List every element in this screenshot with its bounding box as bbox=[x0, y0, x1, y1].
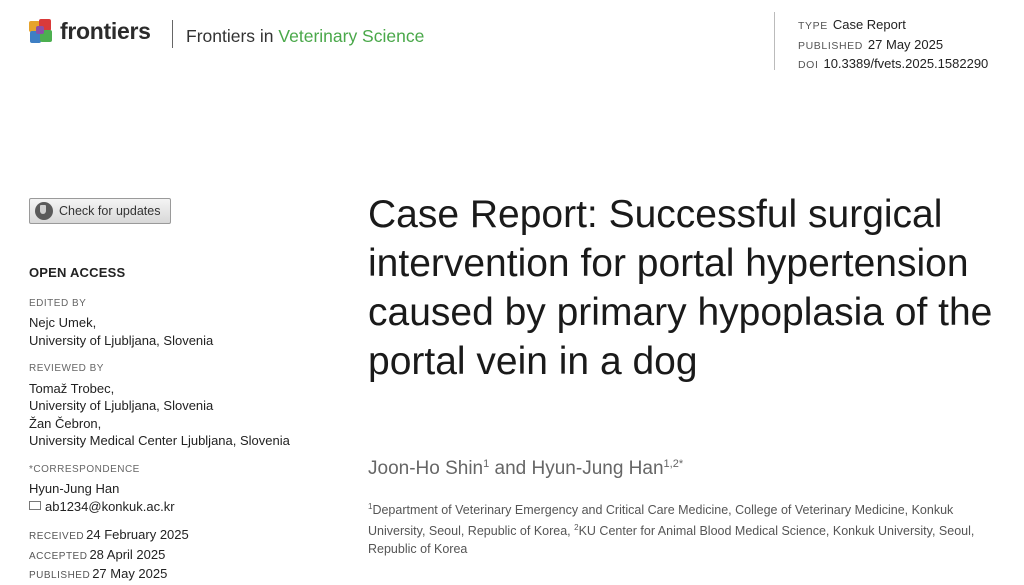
author-affiliation-marker: 1 bbox=[483, 458, 490, 470]
frontiers-logo-mark-icon bbox=[29, 19, 55, 45]
dates-block bbox=[29, 526, 339, 585]
correspondence-heading: *CORRESPONDENCE bbox=[29, 463, 140, 475]
author-name[interactable]: Hyun-Jung Han bbox=[531, 458, 664, 479]
journal-name: Veterinary Science bbox=[278, 26, 425, 46]
journal-prefix: Frontiers in bbox=[186, 26, 274, 46]
edited-by-block bbox=[29, 295, 339, 350]
meta-type: TYPE Case Report bbox=[798, 17, 906, 32]
reviewed-by-heading: REVIEWED BY bbox=[29, 363, 104, 374]
reviewer-affiliation: University of Ljubljana, Slovenia bbox=[29, 398, 214, 413]
article-sidebar bbox=[29, 264, 339, 585]
journal-title[interactable] bbox=[186, 26, 424, 47]
affiliations bbox=[368, 498, 993, 558]
date-published: PUBLISHED 27 May 2025 bbox=[29, 566, 168, 581]
article-meta bbox=[798, 16, 988, 75]
reviewed-by-block bbox=[29, 360, 339, 450]
affiliation-marker: 2 bbox=[574, 523, 579, 533]
date-received: RECEIVED 24 February 2025 bbox=[29, 527, 189, 542]
reviewer-affiliation: University Medical Center Ljubljana, Slovenia bbox=[29, 433, 290, 448]
editor-name: Nejc Umek, bbox=[29, 315, 97, 330]
correspondence-block bbox=[29, 461, 339, 516]
editor-affiliation: University of Ljubljana, Slovenia bbox=[29, 332, 214, 348]
correspondent-email-link[interactable]: ab1234@konkuk.ac.kr bbox=[45, 498, 175, 514]
author-list bbox=[368, 458, 683, 480]
meta-doi[interactable]: DOI 10.3389/fvets.2025.1582290 bbox=[798, 56, 989, 71]
meta-divider bbox=[774, 12, 775, 70]
affiliation-text: KU Center for Animal Blood Medical Science, Konkuk University, Seoul, Republic of Korea bbox=[368, 524, 975, 557]
doi-link[interactable]: 10.3389/fvets.2025.1582290 bbox=[823, 56, 989, 71]
correspondent-name: Hyun-Jung Han bbox=[29, 481, 120, 496]
check-for-updates-label: Check for updates bbox=[59, 204, 161, 218]
reviewer-name: Žan Čebron, bbox=[29, 415, 102, 431]
header-divider bbox=[172, 20, 173, 48]
author-affiliation-marker: 1,2* bbox=[663, 458, 684, 470]
check-for-updates-button[interactable] bbox=[29, 198, 171, 224]
edited-by-heading: EDITED BY bbox=[29, 297, 87, 309]
reviewer-name: Tomaž Trobec, bbox=[29, 380, 115, 396]
envelope-icon bbox=[29, 501, 41, 510]
affiliation-marker: 1 bbox=[368, 502, 373, 511]
author-separator: and bbox=[489, 458, 532, 479]
open-access-label: OPEN ACCESS bbox=[29, 265, 126, 280]
frontiers-logo[interactable] bbox=[29, 18, 151, 45]
affiliation-text: Department of Veterinary Emergency and Critical Care Medicine, College of Veterinary Medicine, Konkuk University, Seoul, Republic of Korea, bbox=[368, 503, 954, 539]
update-badge-icon bbox=[35, 202, 53, 220]
date-accepted: ACCEPTED 28 April 2025 bbox=[29, 546, 166, 562]
author-name[interactable]: Joon-Ho Shin bbox=[368, 458, 484, 479]
correspondent-email-row[interactable] bbox=[29, 498, 339, 516]
brand-name: frontiers bbox=[60, 18, 151, 44]
meta-published: PUBLISHED 27 May 2025 bbox=[798, 36, 944, 52]
article-title: Case Report: Successful surgical intervention for portal hypertension caused by primary hypoplasia of the portal vein in a dog bbox=[368, 193, 993, 383]
